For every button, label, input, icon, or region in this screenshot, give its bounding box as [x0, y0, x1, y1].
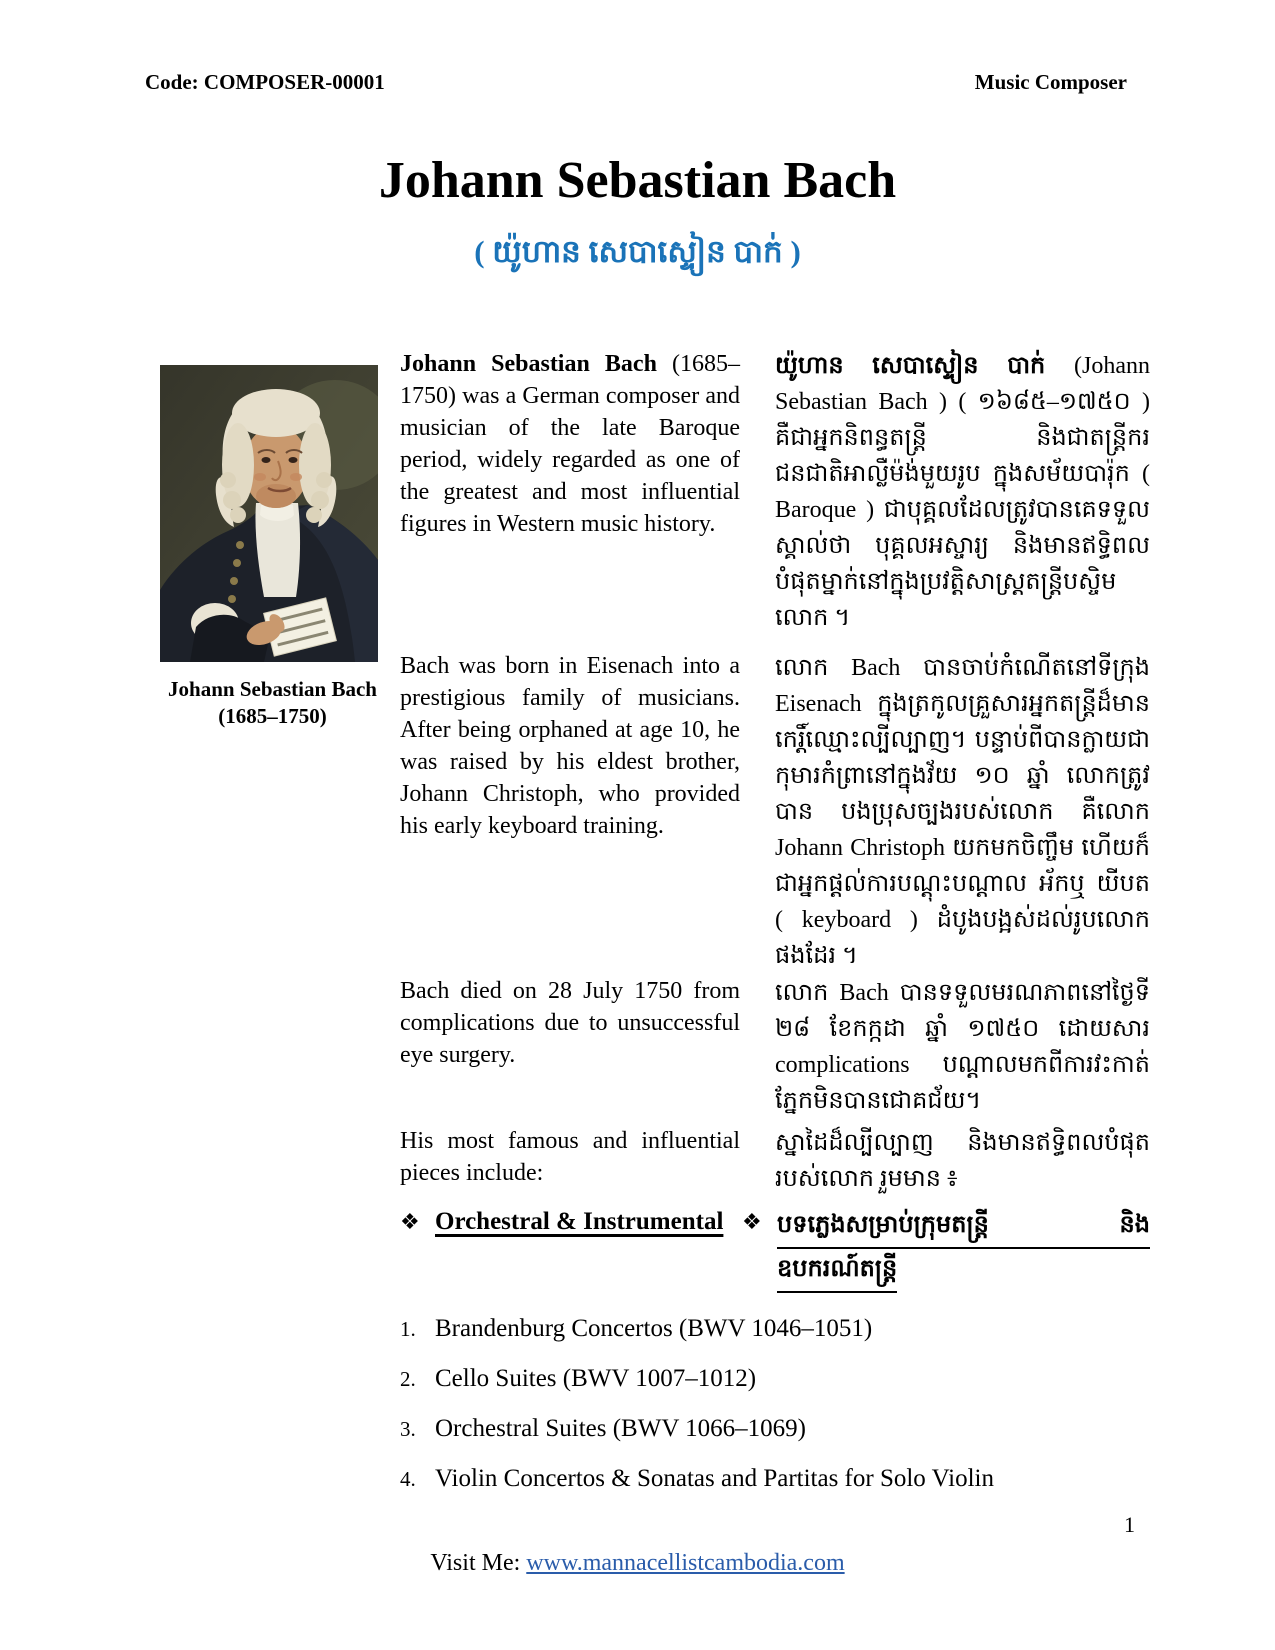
work-item — [400, 1465, 1150, 1515]
kh-paragraph-birth: លោក Bach បានចាប់កំណើតនៅទីក្រុង Eisenach ក្នុងត្រកូលគ្រួសារអ្នកតន្ត្រីដ៏មានកេរ្តិ៍ឈ្មោះល្បីល្បាញ។ បន្ទាប់ពីបានក្លាយជាកុមារកំព្រានៅក្នុងវ័យ ១០ ឆ្នាំ លោកត្រូវបាន បងប្រុសច្បងរបស់លោក គឺលោក Johann Christoph យកមកចិញ្ចឹម ហើយក៏ជាអ្នកផ្តល់ការបណ្តុះបណ្តាល អ័កឬ យីបត ( keyboard ) ដំបូងបង្អស់ដល់រូបលោកផងដែរ ។ — [775, 655, 1150, 969]
visit-me-label: Visit Me: — [430, 1550, 527, 1576]
kh-section-line1-right: និង — [1119, 1212, 1150, 1238]
portrait-block — [145, 348, 400, 975]
kh-intro-lead: យ៉ូហាន សេបាស្ទៀន បាក់ — [775, 353, 1046, 379]
work-item-text: Cello Suites (BWV 1007–1012) — [435, 1365, 757, 1392]
kh-section-heading — [742, 1205, 1150, 1293]
work-item-text: Orchestral Suites (BWV 1066–1069) — [435, 1415, 807, 1442]
portrait-caption-name: Johann Sebastian Bach — [168, 677, 377, 701]
portrait-caption — [145, 676, 400, 730]
kh-intro-text: (Johann Sebastian Bach ) ( ១៦៨៥–១៧៥០ ) គឺជាអ្នកនិពន្ធតន្ត្រី និងជាតន្ត្រីករជនជាតិអាល្លឺម៉ង់មួយរូប ក្នុងសម័យបារ៉ុក ( Baroque ) ជាបុគ្គលដែលត្រូវបានគេទទួលស្គាល់ថា បុគ្គលអស្ចារ្យ និងមានឥទ្ធិពលបំផុតម្នាក់នៅក្នុងប្រវត្តិសាស្ត្រតន្ត្រីបស្ចិមលោក ។ — [775, 353, 1150, 631]
en-intro-text: (1685–1750) was a German composer and musician of the late Baroque period, widely regarded as one of the greatest and most influential figures in Western music history. — [400, 351, 740, 537]
page-header — [145, 70, 1127, 95]
kh-paragraph-famous: ស្នាដៃដ៏ល្បីល្បាញ និងមានឥទ្ធិពលបំផុតរបស់លោក រួមមាន ៖ — [775, 1130, 1150, 1192]
work-item — [400, 1315, 1150, 1365]
work-item-text: Violin Concertos & Sonatas and Partitas for Solo Violin — [435, 1465, 994, 1492]
work-item-number: 4. — [400, 1467, 416, 1491]
en-paragraph-intro — [400, 348, 775, 650]
work-item — [400, 1415, 1150, 1465]
en-paragraph-death: Bach died on 28 July 1750 from complications due to unsuccessful eye surgery. — [400, 978, 740, 1068]
header-code: Code: COMPOSER-00001 — [145, 70, 385, 94]
en-section-heading — [400, 1205, 775, 1293]
en-intro-lead: Johann Sebastian Bach — [400, 351, 657, 377]
en-paragraph-birth: Bach was born in Eisenach into a prestigious family of musicians. After being orphaned at age 10, he was raised by his eldest brother, Johann Christoph, who provided his early keyboard training. — [400, 653, 740, 839]
kh-paragraph-intro — [775, 348, 1150, 650]
khmer-subtitle: ( យ៉ូហាន សេបាស្ទៀន បាក់ ) — [474, 234, 801, 269]
en-section-title: Orchestral & Instrumental — [435, 1208, 724, 1235]
kh-section-line2: ឧបករណ៍តន្ត្រី — [777, 1249, 897, 1293]
page-title: Johann Sebastian Bach — [378, 152, 897, 209]
main-content — [145, 348, 1150, 1515]
header-category: Music Composer — [974, 70, 1127, 94]
website-link[interactable]: www.mannacellistcambodia.com — [526, 1550, 845, 1576]
work-item-number: 3. — [400, 1417, 416, 1441]
page-number: 1 — [1124, 1512, 1135, 1537]
portrait-caption-years: (1685–1750) — [218, 704, 327, 728]
en-paragraph-famous: His most famous and influential pieces include: — [400, 1128, 740, 1186]
kh-section-title — [777, 1205, 1150, 1293]
work-item-number: 2. — [400, 1367, 416, 1391]
diamond-bullet-icon: ❖ — [400, 1209, 420, 1234]
kh-section-line1-left: បទភ្លេងសម្រាប់ក្រុមតន្ត្រី — [777, 1212, 989, 1238]
work-item-text: Brandenburg Concertos (BWV 1046–1051) — [435, 1315, 873, 1342]
work-item — [400, 1365, 1150, 1415]
diamond-bullet-icon: ❖ — [742, 1209, 762, 1234]
page-footer — [0, 1550, 1275, 1577]
works-list — [400, 1315, 1150, 1515]
bach-portrait-image — [160, 365, 378, 662]
work-item-number: 1. — [400, 1317, 416, 1341]
kh-paragraph-death: លោក Bach បានទទួលមរណភាពនៅថ្ងៃទី ២៨ ខែកក្កដា ឆ្នាំ ១៧៥០ ដោយសារ complications បណ្តាលមកពីការវះកាត់ភ្នែកមិនបានជោគជ័យ។ — [775, 980, 1150, 1114]
